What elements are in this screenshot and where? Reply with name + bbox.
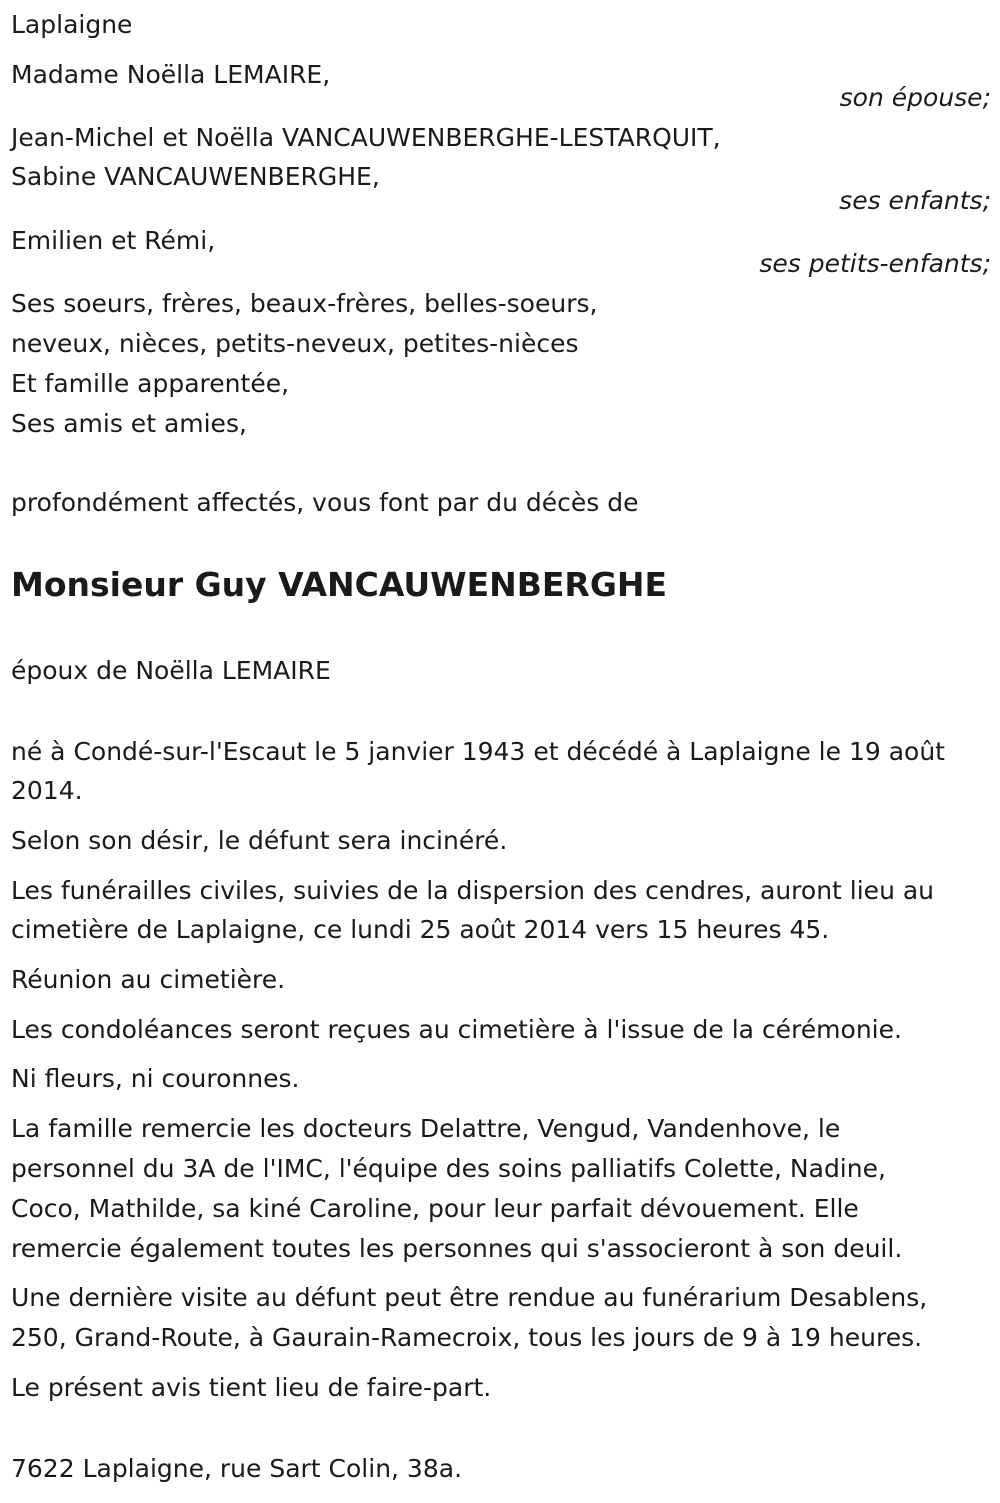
thanks-line-1: La famille remercie les docteurs Delattre, Vengud, Vandenhove, le [11, 1114, 841, 1143]
funeral-line-1: Les funérailles civiles, suivies de la dispersion des cendres, auront lieu au [11, 876, 935, 905]
thanks-line-2: personnel du 3A de l'IMC, l'équipe des soins palliatifs Colette, Nadine, [11, 1154, 886, 1183]
relatives-line-4: Ses amis et amies, [11, 409, 247, 438]
children-line-1: Jean-Michel et Noëlla VANCAUWENBERGHE-LESTARQUIT, [11, 123, 721, 152]
thanks-line-4: remercie également toutes les personnes qui s'associeront à son deuil. [11, 1234, 903, 1263]
notice-text: Le présent avis tient lieu de faire-part. [11, 1373, 492, 1402]
relatives-line-1: Ses soeurs, frères, beaux-frères, belles-soeurs, [11, 289, 598, 318]
children-line-2: Sabine VANCAUWENBERGHE, [11, 162, 380, 191]
relatives-line-2: neveux, nièces, petits-neveux, petites-nièces [11, 329, 579, 358]
grandchildren-role: ses petits-enfants; [759, 249, 991, 278]
no-flowers-text: Ni fleurs, ni couronnes. [11, 1064, 300, 1093]
address: 7622 Laplaigne, rue Sart Colin, 38a. [11, 1454, 463, 1483]
announcement: profondément affectés, vous font par du décès de [11, 488, 639, 517]
meeting-text: Réunion au cimetière. [11, 965, 286, 994]
relatives-line-3: Et famille apparentée, [11, 369, 290, 398]
deceased-name: Monsieur Guy VANCAUWENBERGHE [11, 565, 668, 604]
condolences-text: Les condoléances seront reçues au cimetière à l'issue de la cérémonie. [11, 1015, 902, 1044]
birth-death-line-2: 2014. [11, 776, 83, 805]
cremation-text: Selon son désir, le défunt sera incinéré. [11, 826, 508, 855]
spouse-name: Madame Noëlla LEMAIRE, [11, 60, 331, 89]
thanks-line-3: Coco, Mathilde, sa kiné Caroline, pour leur parfait dévouement. Elle [11, 1194, 859, 1223]
spouse-role: son épouse; [839, 83, 991, 112]
children-role: ses enfants; [839, 186, 991, 215]
funeral-line-2: cimetière de Laplaigne, ce lundi 25 août 2014 vers 15 heures 45. [11, 915, 830, 944]
visit-line-1: Une dernière visite au défunt peut être rendue au funérarium Desablens, [11, 1283, 928, 1312]
birth-death-line-1: né à Condé-sur-l'Escaut le 5 janvier 1943 et décédé à Laplaigne le 19 août [11, 737, 945, 766]
spouse-of: époux de Noëlla LEMAIRE [11, 656, 331, 685]
location: Laplaigne [11, 10, 133, 39]
visit-line-2: 250, Grand-Route, à Gaurain-Ramecroix, tous les jours de 9 à 19 heures. [11, 1323, 923, 1352]
grandchildren-name: Emilien et Rémi, [11, 226, 216, 255]
